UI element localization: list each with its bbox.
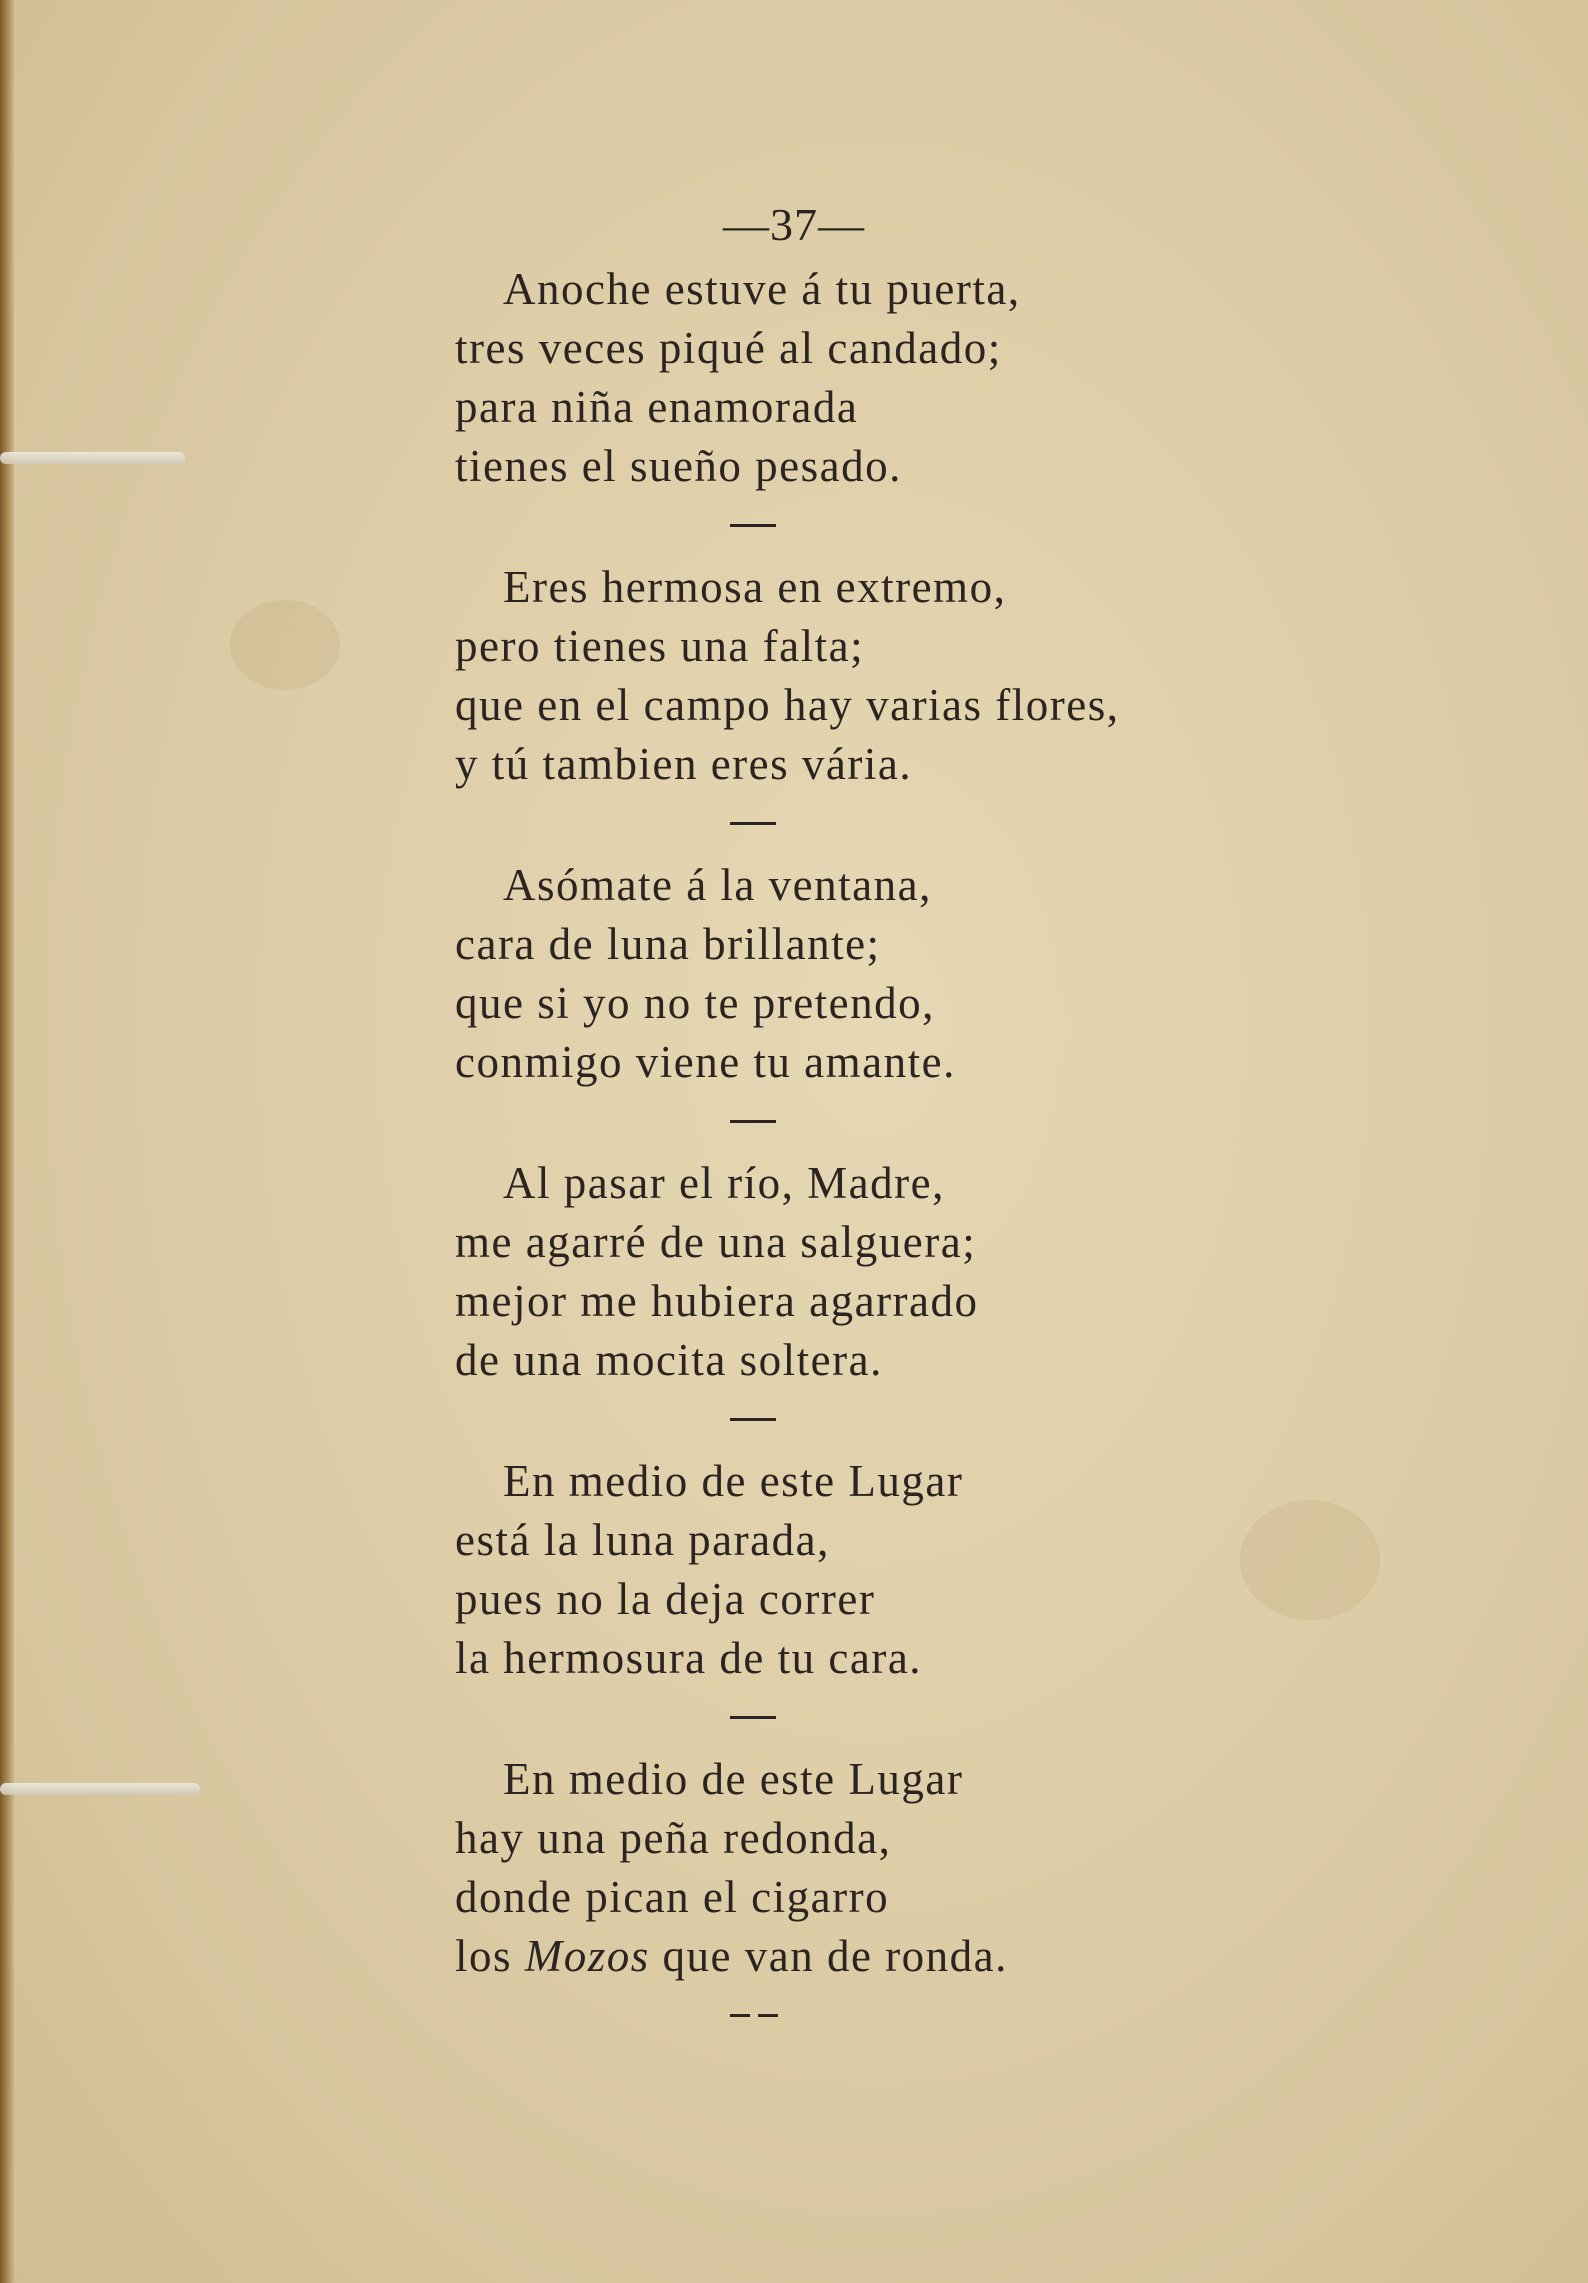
binding-thread-bottom — [0, 1783, 200, 1795]
verse-line: conmigo viene tu amante. — [455, 1037, 956, 1087]
verse-text: que van de ronda. — [649, 1931, 1008, 1981]
dash-mark — [730, 822, 776, 825]
stanza-2 — [455, 558, 1275, 794]
verse-line: está la luna parada, — [455, 1515, 830, 1565]
stanza-separator — [455, 794, 1275, 856]
stanza-separator — [455, 1688, 1275, 1750]
stanza-separator-final — [455, 1986, 1275, 2048]
verse-line: que si yo no te pretendo, — [455, 978, 935, 1028]
stanza-6 — [455, 1750, 1275, 1986]
verse-line: Anoche estuve á tu puerta, — [503, 264, 1021, 314]
dash-mark — [730, 524, 776, 527]
dash-mark — [730, 1418, 776, 1421]
verse-line: donde pican el cigarro — [455, 1872, 890, 1922]
verse-line: para niña enamorada — [455, 382, 859, 432]
stanza-4 — [455, 1154, 1275, 1390]
verse-line: me agarré de una salguera; — [455, 1217, 977, 1267]
dash-mark — [730, 1716, 776, 1719]
paper-stain — [230, 600, 340, 690]
verse-text-italic: Mozos — [524, 1931, 650, 1981]
page-number: —37— — [723, 199, 865, 250]
stanza-1 — [455, 260, 1275, 496]
verse-line: Eres hermosa en extremo, — [503, 562, 1007, 612]
verse-line: que en el campo hay varias flores, — [455, 680, 1120, 730]
verse-line: Al pasar el río, Madre, — [503, 1158, 945, 1208]
stanza-separator — [455, 1092, 1275, 1154]
dash-mark — [758, 2014, 778, 2017]
binding-thread-top — [0, 452, 185, 464]
dash-mark — [730, 1120, 776, 1123]
verse-line: tienes el sueño pesado. — [455, 441, 902, 491]
verse-line-last — [455, 1927, 1275, 1986]
stanza-3 — [455, 856, 1275, 1092]
verse-line: de una mocita soltera. — [455, 1335, 883, 1385]
verse-line: y tú tambien eres vária. — [455, 739, 913, 789]
verse-line: mejor me hubiera agarrado — [455, 1276, 979, 1326]
stanza-separator — [455, 496, 1275, 558]
verse-line: cara de luna brillante; — [455, 919, 881, 969]
verse-line: la hermosura de tu cara. — [455, 1633, 923, 1683]
poem-body — [455, 260, 1275, 2048]
book-binding-edge — [0, 0, 14, 2283]
verse-line: pero tienes una falta; — [455, 621, 865, 671]
verse-line: En medio de este Lugar — [503, 1456, 964, 1506]
verse-line: Asómate á la ventana, — [503, 860, 932, 910]
stanza-5 — [455, 1452, 1275, 1688]
stanza-separator — [455, 1390, 1275, 1452]
verse-line: En medio de este Lugar — [503, 1754, 964, 1804]
verse-text: los — [455, 1931, 525, 1981]
verse-line: tres veces piqué al candado; — [455, 323, 1002, 373]
dash-mark — [730, 2014, 750, 2017]
verse-line: pues no la deja correr — [455, 1574, 876, 1624]
verse-line: hay una peña redonda, — [455, 1813, 892, 1863]
